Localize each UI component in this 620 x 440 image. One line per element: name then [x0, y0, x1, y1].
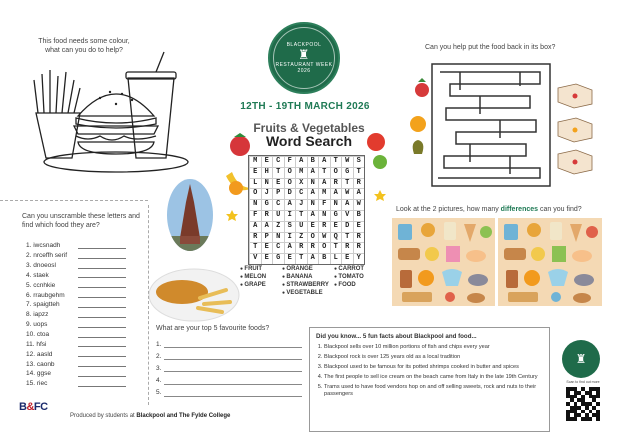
grid-letter[interactable]: A — [318, 156, 330, 167]
unscramble-item — [26, 290, 126, 300]
answer-line[interactable] — [78, 253, 126, 259]
unscramble-title: Can you unscramble these letters and find which food they are? — [22, 213, 140, 229]
answer-line[interactable] — [164, 389, 302, 397]
grid-letter[interactable]: T — [341, 178, 353, 189]
unscramble-item — [26, 330, 126, 340]
scrambled-word: 3. dnoeosl — [26, 262, 56, 270]
word-item: ● VEGETABLE — [282, 290, 334, 296]
unscramble-item — [26, 339, 126, 349]
star-icon — [374, 190, 386, 201]
word-item: ● ORANGE — [282, 266, 334, 272]
unscramble-item — [26, 349, 126, 359]
grid-letter[interactable]: M — [295, 167, 307, 178]
scrambled-word: 15. riec — [26, 380, 48, 388]
grid-letter[interactable]: A — [307, 253, 319, 264]
word-item: ● MELON — [240, 274, 282, 280]
grid-letter[interactable]: E — [272, 178, 284, 189]
grid-letter[interactable]: C — [295, 188, 307, 199]
grid-letter[interactable]: R — [261, 210, 273, 221]
pear-icon — [413, 140, 424, 154]
fun-facts-list — [316, 344, 543, 398]
grid-letter[interactable]: O — [318, 242, 330, 253]
unscramble-item — [26, 280, 126, 290]
grid-letter[interactable]: T — [330, 156, 342, 167]
strawberry-icon — [230, 136, 250, 156]
answer-line[interactable] — [164, 377, 302, 385]
favourite-number: 5. — [156, 389, 162, 397]
fun-facts-box — [309, 327, 550, 432]
favourite-number: 3. — [156, 364, 162, 372]
word-search-subtitle: Word Search — [265, 133, 353, 149]
answer-line[interactable] — [78, 312, 126, 318]
scrambled-word: 11. hfsi — [26, 340, 47, 348]
grid-letter[interactable]: G — [341, 167, 353, 178]
grid-letter[interactable]: Y — [353, 253, 365, 264]
grid-letter[interactable]: A — [284, 199, 296, 210]
grid-letter[interactable]: A — [330, 188, 342, 199]
answer-line[interactable] — [78, 381, 126, 387]
grid-letter[interactable]: E — [249, 167, 261, 178]
grid-letter[interactable]: M — [318, 188, 330, 199]
word-item: ● BANANA — [282, 274, 334, 280]
grid-letter[interactable]: B — [318, 253, 330, 264]
tower-icon: ♜ — [297, 47, 311, 62]
grid-letter[interactable]: W — [353, 199, 365, 210]
colour-prompt: This food needs some colour, what can you do to help? — [38, 38, 130, 54]
favourite-item — [156, 387, 302, 399]
bfc-logo — [19, 401, 63, 417]
grid-letter[interactable]: O — [284, 178, 296, 189]
grid-letter[interactable]: T — [295, 210, 307, 221]
word-item: ● CARROT — [334, 266, 380, 272]
grid-letter[interactable]: X — [295, 178, 307, 189]
grid-letter[interactable]: H — [261, 167, 273, 178]
grid-letter[interactable]: N — [261, 178, 273, 189]
grid-letter[interactable]: D — [341, 221, 353, 232]
grid-letter[interactable]: Z — [295, 232, 307, 243]
grid-letter[interactable]: S — [284, 221, 296, 232]
grid-letter[interactable]: R — [307, 242, 319, 253]
grid-letter[interactable]: F — [249, 210, 261, 221]
grid-letter[interactable]: U — [272, 210, 284, 221]
grid-letter[interactable]: U — [295, 221, 307, 232]
spot-the-difference-pictures — [392, 218, 602, 306]
footer-prefix: Produced by students at — [70, 413, 137, 419]
word-item: ● STRAWBERRY — [282, 282, 334, 288]
section-divider — [0, 200, 148, 201]
grid-letter[interactable]: G — [261, 199, 273, 210]
grid-letter[interactable]: R — [330, 178, 342, 189]
scrambled-word: 12. aasld — [26, 350, 53, 358]
answer-line[interactable] — [78, 282, 126, 288]
grid-letter[interactable]: R — [341, 242, 353, 253]
unscramble-item — [26, 261, 126, 271]
fun-fact: 3. Blackpool used to be famous for its potted shrimps cooked in butter and spices — [324, 364, 543, 371]
grid-letter[interactable]: A — [318, 178, 330, 189]
favourite-number: 4. — [156, 377, 162, 385]
grid-letter[interactable]: E — [353, 221, 365, 232]
fish-and-chips-photo — [148, 268, 240, 322]
tower-icon: ♜ — [575, 352, 587, 366]
unscramble-item — [26, 241, 126, 251]
strawberry-icon — [415, 83, 429, 97]
footer-credit — [70, 413, 310, 419]
burger-colouring-illustration — [28, 58, 188, 178]
qr-code[interactable] — [566, 387, 600, 421]
fun-facts-heading: Did you know... 5 fun facts about Blackpool and food... — [316, 333, 477, 340]
grid-letter[interactable]: B — [307, 156, 319, 167]
grid-letter[interactable]: M — [249, 156, 261, 167]
grid-letter[interactable]: A — [261, 221, 273, 232]
grid-letter[interactable]: B — [353, 210, 365, 221]
grid-letter[interactable]: L — [330, 253, 342, 264]
grid-letter[interactable]: V — [249, 253, 261, 264]
grid-letter[interactable]: N — [272, 232, 284, 243]
footer-college-name: Blackpool and The Fylde College — [136, 413, 231, 419]
grid-letter[interactable]: E — [341, 253, 353, 264]
scrambled-word: 14. ggse — [26, 370, 51, 378]
favourite-number: 1. — [156, 340, 162, 348]
grid-letter[interactable]: G — [330, 210, 342, 221]
bfc-logo-fc: FC — [33, 401, 48, 413]
grid-letter[interactable]: G — [272, 253, 284, 264]
grid-letter[interactable]: A — [307, 188, 319, 199]
grid-letter[interactable]: R — [318, 221, 330, 232]
scrambled-word: 8. iapzz — [26, 311, 49, 319]
grid-letter[interactable]: A — [341, 199, 353, 210]
apple-icon — [373, 155, 387, 169]
grid-letter[interactable]: W — [341, 156, 353, 167]
word-item: ● GRAPE — [240, 282, 282, 288]
food-maze — [400, 56, 600, 194]
grid-letter[interactable]: A — [284, 242, 296, 253]
word-list — [240, 266, 380, 296]
answer-line[interactable] — [164, 352, 302, 360]
differences-highlight: differences — [500, 206, 539, 213]
grid-letter[interactable]: F — [318, 199, 330, 210]
word-item: ● TOMATO — [334, 274, 380, 280]
word-item: ● FOOD — [334, 282, 380, 288]
grid-letter[interactable]: J — [261, 188, 273, 199]
grid-letter[interactable]: E — [284, 253, 296, 264]
scrambled-word: 10. ctoa — [26, 331, 50, 339]
favourite-item — [156, 350, 302, 362]
grid-letter[interactable]: N — [249, 199, 261, 210]
answer-line[interactable] — [78, 292, 126, 298]
grid-letter[interactable]: W — [318, 232, 330, 243]
grid-letter[interactable]: T — [295, 253, 307, 264]
answer-line[interactable] — [78, 272, 126, 278]
event-dates: 12TH - 19TH MARCH 2026 — [240, 101, 370, 112]
qr-caption: Scan to find out more — [566, 380, 600, 384]
answer-line[interactable] — [164, 340, 302, 348]
grid-letter[interactable]: E — [261, 242, 273, 253]
fun-fact: 2. Blackpool rock is over 125 years old as a local tradition — [324, 354, 543, 361]
restaurant-week-logo-small — [562, 340, 600, 378]
unscramble-item — [26, 271, 126, 281]
scrambled-word: 9. uops — [26, 321, 48, 329]
grid-letter[interactable]: N — [330, 199, 342, 210]
unscramble-item — [26, 251, 126, 261]
word-item: ● FRUIT — [240, 266, 282, 272]
grid-letter[interactable]: C — [272, 199, 284, 210]
grid-letter[interactable]: R — [353, 178, 365, 189]
scrambled-word: 13. caonb — [26, 360, 55, 368]
bfc-logo-amp: & — [26, 401, 34, 413]
grid-letter[interactable]: R — [353, 242, 365, 253]
maze-prompt: Can you help put the food back in its box? — [425, 44, 556, 51]
grid-letter[interactable]: A — [307, 210, 319, 221]
word-search-title: Fruits & Vegetables — [253, 121, 365, 135]
favourite-item — [156, 362, 302, 374]
grid-letter[interactable]: Z — [272, 221, 284, 232]
favourite-item — [156, 338, 302, 350]
unscramble-item — [26, 379, 126, 389]
grid-letter[interactable]: E — [261, 253, 273, 264]
grid-letter[interactable]: L — [249, 178, 261, 189]
grid-letter[interactable]: O — [284, 167, 296, 178]
fun-fact: 5. Trams used to have food vendors hop on and off selling sweets, rock and nuts to their passengers — [324, 384, 543, 398]
grid-letter[interactable]: I — [284, 232, 296, 243]
answer-line[interactable] — [78, 332, 126, 338]
grid-letter[interactable]: E — [307, 221, 319, 232]
scrambled-word: 1. iwcsnadh — [26, 242, 61, 250]
word-search-grid — [248, 155, 365, 265]
grid-letter[interactable]: I — [284, 210, 296, 221]
scrambled-word: 5. ccnhkie — [26, 281, 56, 289]
answer-line[interactable] — [78, 351, 126, 357]
favourite-number: 2. — [156, 352, 162, 360]
unscramble-item — [26, 369, 126, 379]
grid-letter[interactable]: A — [295, 156, 307, 167]
answer-line[interactable] — [78, 371, 126, 377]
grid-letter[interactable]: A — [353, 188, 365, 199]
scrambled-word: 7. spaigtteh — [26, 301, 60, 309]
grid-letter[interactable]: A — [307, 167, 319, 178]
section-divider — [148, 205, 149, 405]
favourites-title: What are your top 5 favourite foods? — [156, 325, 270, 332]
grid-letter[interactable]: F — [284, 156, 296, 167]
restaurant-week-logo — [268, 22, 340, 94]
grid-letter[interactable]: W — [341, 188, 353, 199]
answer-line[interactable] — [78, 341, 126, 347]
grid-letter[interactable]: S — [353, 156, 365, 167]
unscramble-item — [26, 310, 126, 320]
grid-letter[interactable]: T — [249, 242, 261, 253]
grid-letter[interactable]: O — [307, 232, 319, 243]
answer-line[interactable] — [78, 361, 126, 367]
orange-icon — [410, 116, 426, 132]
unscramble-item — [26, 300, 126, 310]
grid-letter[interactable]: T — [353, 167, 365, 178]
grid-letter[interactable]: N — [307, 178, 319, 189]
logo-text-bottom: RESTAURANT WEEK 2026 — [275, 62, 333, 74]
scrambled-word: 2. nrceffh serif — [26, 252, 68, 260]
grid-letter[interactable]: R — [249, 232, 261, 243]
answer-line[interactable] — [164, 364, 302, 372]
fun-fact: 4. The first people to sell ice cream on the beach came from Italy in the late 19th Century — [324, 374, 543, 381]
answer-line[interactable] — [78, 302, 126, 308]
grid-letter[interactable]: T — [330, 242, 342, 253]
grid-letter[interactable]: T — [341, 232, 353, 243]
answer-line[interactable] — [78, 243, 126, 249]
unscramble-item — [26, 359, 126, 369]
differences-prompt — [396, 206, 606, 213]
grid-letter[interactable]: T — [272, 167, 284, 178]
grid-letter[interactable]: O — [330, 167, 342, 178]
differences-prompt-text: Look at the 2 pictures, how many — [396, 206, 501, 213]
grid-letter[interactable]: C — [272, 156, 284, 167]
grid-letter[interactable]: J — [295, 199, 307, 210]
grid-letter[interactable]: P — [272, 188, 284, 199]
grid-letter[interactable]: E — [330, 221, 342, 232]
grid-letter[interactable]: P — [261, 232, 273, 243]
fun-fact: 1. Blackpool sells over 10 million portions of fish and chips every year — [324, 344, 543, 351]
bfc-logo-b: B — [19, 401, 27, 413]
logo-text-top: BLACKPOOL — [286, 42, 322, 48]
star-icon — [226, 210, 238, 221]
differences-prompt-end: can you find? — [538, 206, 582, 213]
scrambled-word: 4. staek — [26, 271, 49, 279]
scrambled-word: 6. rraubgehm — [26, 291, 65, 299]
grid-letter[interactable]: V — [341, 210, 353, 221]
grid-letter[interactable]: N — [307, 199, 319, 210]
tomato-icon — [367, 133, 385, 151]
unscramble-item — [26, 320, 126, 330]
grid-letter[interactable]: R — [353, 232, 365, 243]
grid-letter[interactable]: T — [318, 167, 330, 178]
grid-letter[interactable]: D — [284, 188, 296, 199]
grid-letter[interactable]: Q — [330, 232, 342, 243]
grid-letter[interactable]: O — [249, 188, 261, 199]
blackpool-tower-photo — [166, 178, 214, 252]
grid-letter[interactable]: E — [261, 156, 273, 167]
answer-line[interactable] — [78, 263, 126, 269]
unscramble-list — [26, 241, 126, 389]
favourites-list — [156, 338, 302, 399]
orange-icon — [229, 181, 243, 195]
grid-letter[interactable]: R — [295, 242, 307, 253]
answer-line[interactable] — [78, 322, 126, 328]
grid-letter[interactable]: N — [318, 210, 330, 221]
grid-letter[interactable]: A — [249, 221, 261, 232]
grid-letter[interactable]: C — [272, 242, 284, 253]
favourite-item — [156, 375, 302, 387]
